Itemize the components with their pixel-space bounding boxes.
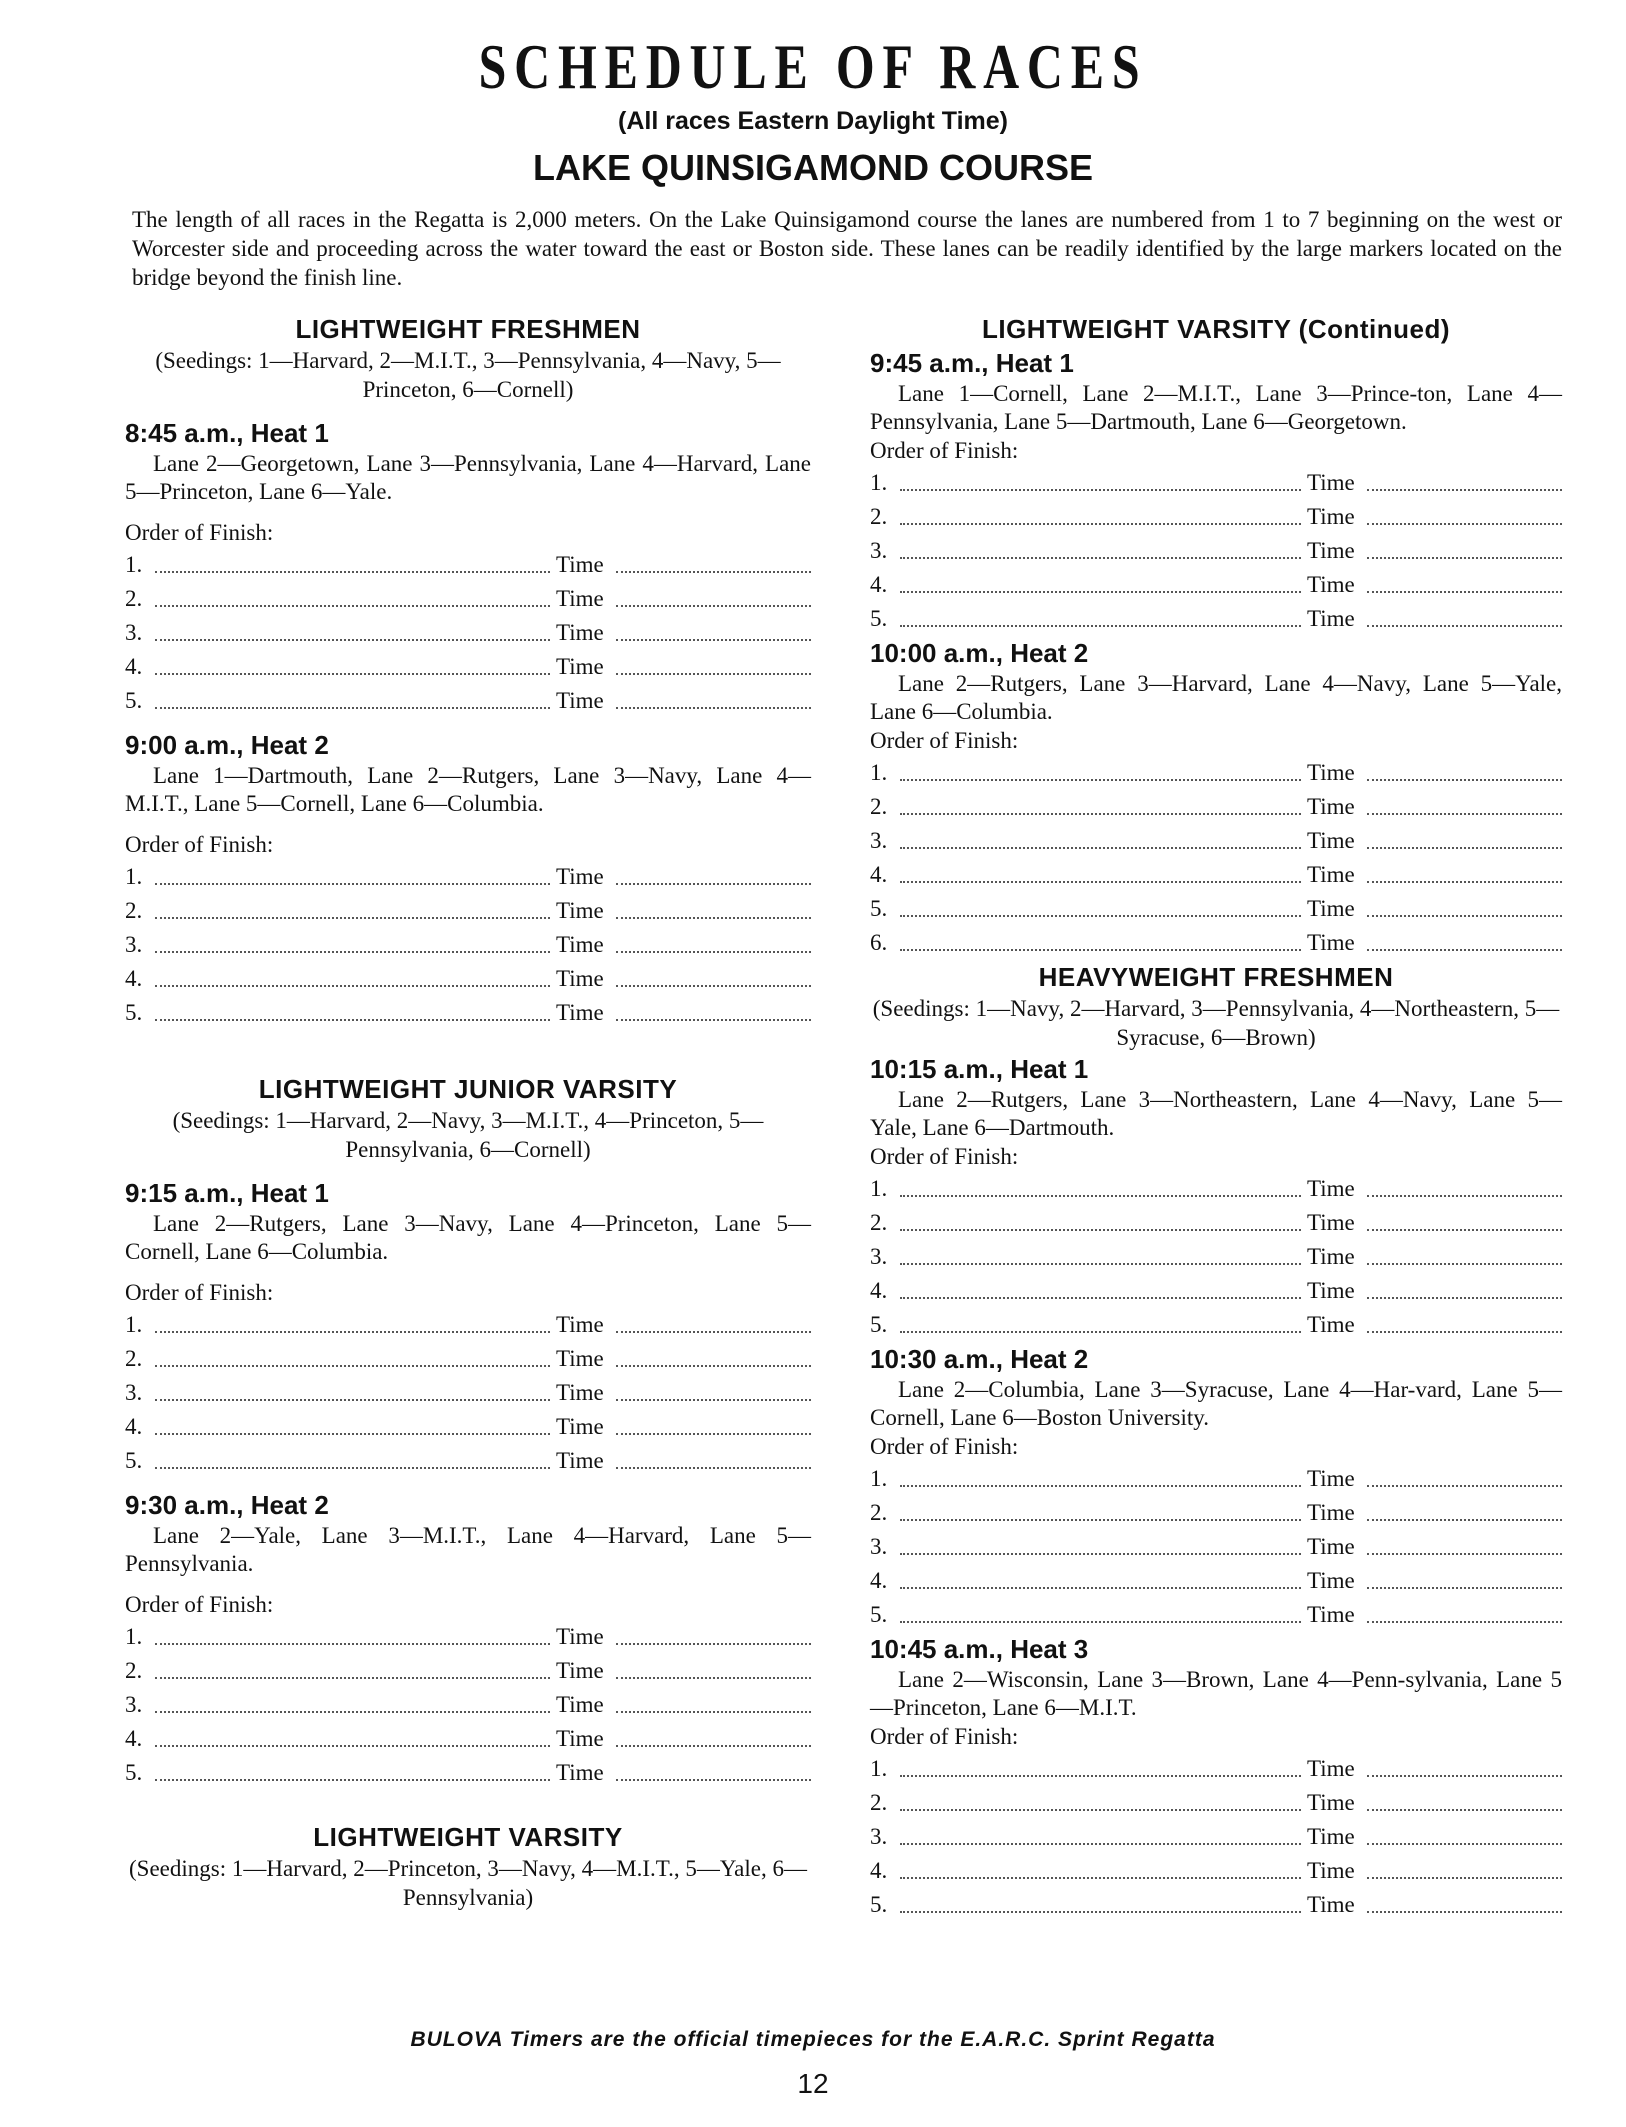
- heat-block: [870, 1052, 1562, 1342]
- place-number: 4.: [870, 1568, 888, 1593]
- crew-name-blank[interactable]: [155, 1642, 550, 1645]
- place-number: 1.: [870, 760, 888, 785]
- crew-name-blank[interactable]: [900, 1910, 1301, 1913]
- place-number: 1.: [125, 1312, 143, 1337]
- finish-row: [125, 650, 811, 684]
- heat-time-heading: 10:30 a.m., Heat 2: [870, 1344, 1089, 1374]
- time-label: Time: [556, 1658, 604, 1683]
- crew-name-blank[interactable]: [900, 590, 1301, 593]
- finish-row: [125, 616, 811, 650]
- finish-row: [870, 858, 1562, 892]
- finish-row: [870, 926, 1562, 960]
- seedings-text: (Seedings: 1—Navy, 2—Harvard, 3—Pennsylvania, 4—Northeastern, 5—Syracuse, 6—Brown): [872, 996, 1560, 1050]
- place-number: 2.: [870, 794, 888, 819]
- time-blank[interactable]: [1367, 1484, 1562, 1487]
- time-label: Time: [1307, 1568, 1355, 1593]
- time-blank[interactable]: [1367, 778, 1562, 781]
- finish-row: [870, 1564, 1562, 1598]
- lane-assignments: Lane 1—Cornell, Lane 2—M.I.T., Lane 3—Prince-ton, Lane 4—Pennsylvania, Lane 5—Dartmouth, Lane 6—Georgetown.: [870, 381, 1562, 434]
- place-number: 2.: [125, 1346, 143, 1371]
- time-blank[interactable]: [1367, 1808, 1562, 1811]
- place-number: 4.: [870, 1858, 888, 1883]
- crew-name-blank[interactable]: [900, 1330, 1301, 1333]
- finish-row: [870, 568, 1562, 602]
- crew-name-blank[interactable]: [155, 570, 550, 573]
- time-blank[interactable]: [616, 638, 811, 641]
- heat-block: [125, 1176, 811, 1478]
- place-number: 5.: [125, 1000, 143, 1025]
- crew-name-blank[interactable]: [155, 638, 550, 641]
- finish-row: [125, 996, 811, 1030]
- place-number: 4.: [870, 1278, 888, 1303]
- seedings-text: (Seedings: 1—Harvard, 2—Princeton, 3—Navy, 4—M.I.T., 5—Yale, 6—Pennsylvania): [129, 1856, 807, 1910]
- time-blank[interactable]: [1367, 846, 1562, 849]
- time-label: Time: [556, 1624, 604, 1649]
- finish-row: [870, 1752, 1562, 1786]
- place-number: 2.: [870, 1790, 888, 1815]
- crew-name-blank[interactable]: [900, 1518, 1301, 1521]
- place-number: 1.: [125, 552, 143, 577]
- crew-name-blank[interactable]: [155, 1710, 550, 1713]
- order-of-finish-label: Order of Finish:: [870, 1724, 1019, 1749]
- time-label: Time: [1307, 794, 1355, 819]
- place-number: 4.: [870, 572, 888, 597]
- finish-row: [125, 1688, 811, 1722]
- time-blank[interactable]: [1367, 948, 1562, 951]
- lane-assignments: Lane 2—Rutgers, Lane 3—Harvard, Lane 4—Navy, Lane 5—Yale, Lane 6—Columbia.: [870, 671, 1562, 724]
- time-label: Time: [556, 898, 604, 923]
- time-label: Time: [1307, 1210, 1355, 1235]
- crew-name-blank[interactable]: [155, 1466, 550, 1469]
- crew-name-blank[interactable]: [900, 914, 1301, 917]
- race-section: [125, 312, 811, 1030]
- crew-name-blank[interactable]: [900, 1808, 1301, 1811]
- course-heading: LAKE QUINSIGAMOND COURSE: [532, 147, 1094, 188]
- finish-row: [870, 466, 1562, 500]
- finish-row: [870, 1854, 1562, 1888]
- time-blank[interactable]: [616, 1710, 811, 1713]
- heat-time-heading: 8:45 a.m., Heat 1: [125, 418, 329, 448]
- place-number: 5.: [125, 688, 143, 713]
- place-number: 6.: [870, 930, 888, 955]
- place-number: 4.: [870, 862, 888, 887]
- crew-name-blank[interactable]: [155, 916, 550, 919]
- time-label: Time: [556, 966, 604, 991]
- crew-name-blank[interactable]: [900, 1842, 1301, 1845]
- page-subtitle: (All races Eastern Daylight Time): [618, 107, 1008, 135]
- time-label: Time: [1307, 1466, 1355, 1491]
- time-blank[interactable]: [616, 1466, 811, 1469]
- crew-name-blank[interactable]: [900, 522, 1301, 525]
- heat-block: [870, 346, 1562, 636]
- time-label: Time: [556, 1000, 604, 1025]
- finish-row: [125, 1756, 811, 1790]
- section-title: LIGHTWEIGHT JUNIOR VARSITY: [258, 1074, 678, 1104]
- crew-name-blank[interactable]: [155, 1432, 550, 1435]
- place-number: 5.: [125, 1760, 143, 1785]
- race-section: [125, 1820, 811, 1912]
- finish-row: [125, 548, 811, 582]
- time-label: Time: [1307, 828, 1355, 853]
- time-blank[interactable]: [1367, 1194, 1562, 1197]
- time-blank[interactable]: [1367, 522, 1562, 525]
- time-blank[interactable]: [1367, 590, 1562, 593]
- time-label: Time: [556, 932, 604, 957]
- finish-row: [870, 1274, 1562, 1308]
- place-number: 5.: [870, 1602, 888, 1627]
- time-blank[interactable]: [1367, 880, 1562, 883]
- time-label: Time: [556, 1692, 604, 1717]
- finish-row: [870, 1240, 1562, 1274]
- time-label: Time: [556, 1312, 604, 1337]
- place-number: 4.: [125, 966, 143, 991]
- time-label: Time: [1307, 504, 1355, 529]
- time-blank[interactable]: [616, 984, 811, 987]
- time-label: Time: [1307, 1756, 1355, 1781]
- heat-time-heading: 9:30 a.m., Heat 2: [125, 1490, 329, 1520]
- crew-name-blank[interactable]: [900, 948, 1301, 951]
- time-label: Time: [556, 1414, 604, 1439]
- time-blank[interactable]: [1367, 556, 1562, 559]
- place-number: 1.: [125, 864, 143, 889]
- time-label: Time: [1307, 1534, 1355, 1559]
- left-column: [125, 312, 811, 1924]
- order-of-finish-label: Order of Finish:: [870, 438, 1019, 463]
- finish-row: [125, 1654, 811, 1688]
- heat-time-heading: 10:00 a.m., Heat 2: [870, 638, 1089, 668]
- crew-name-blank[interactable]: [155, 984, 550, 987]
- seedings-text: (Seedings: 1—Harvard, 2—M.I.T., 3—Pennsylvania, 4—Navy, 5—Princeton, 6—Cornell): [155, 348, 781, 402]
- race-section: [870, 312, 1562, 960]
- time-blank[interactable]: [1367, 1842, 1562, 1845]
- race-section: [125, 1072, 811, 1790]
- crew-name-blank[interactable]: [900, 880, 1301, 883]
- time-label: Time: [1307, 1278, 1355, 1303]
- crew-name-blank[interactable]: [900, 1876, 1301, 1879]
- crew-name-blank[interactable]: [155, 1018, 550, 1021]
- finish-row: [870, 1206, 1562, 1240]
- finish-row: [125, 962, 811, 996]
- place-number: 3.: [870, 1824, 888, 1849]
- time-label: Time: [556, 1760, 604, 1785]
- heat-block: [870, 636, 1562, 960]
- race-section: [870, 960, 1562, 1922]
- place-number: 5.: [870, 1892, 888, 1917]
- time-blank[interactable]: [616, 1778, 811, 1781]
- page-title: SCHEDULE OF RACES: [478, 31, 1148, 102]
- place-number: 3.: [125, 620, 143, 645]
- right-column: [870, 312, 1562, 1922]
- finish-row: [125, 1308, 811, 1342]
- finish-row: [125, 1410, 811, 1444]
- time-blank[interactable]: [616, 1364, 811, 1367]
- time-label: Time: [556, 552, 604, 577]
- time-label: Time: [1307, 1892, 1355, 1917]
- crew-name-blank[interactable]: [900, 1228, 1301, 1231]
- crew-name-blank[interactable]: [155, 1330, 550, 1333]
- time-blank[interactable]: [1367, 812, 1562, 815]
- order-of-finish-label: Order of Finish:: [870, 1434, 1019, 1459]
- finish-row: [870, 500, 1562, 534]
- finish-row: [125, 1376, 811, 1410]
- place-number: 1.: [125, 1624, 143, 1649]
- time-blank[interactable]: [1367, 1876, 1562, 1879]
- finish-row: [125, 684, 811, 718]
- place-number: 1.: [870, 1466, 888, 1491]
- time-blank[interactable]: [1367, 1330, 1562, 1333]
- finish-row: [125, 1444, 811, 1478]
- finish-row: [125, 582, 811, 616]
- place-number: 5.: [870, 1312, 888, 1337]
- crew-name-blank[interactable]: [900, 1586, 1301, 1589]
- time-label: Time: [1307, 1312, 1355, 1337]
- time-label: Time: [556, 654, 604, 679]
- crew-name-blank[interactable]: [155, 950, 550, 953]
- time-blank[interactable]: [616, 570, 811, 573]
- time-blank[interactable]: [616, 916, 811, 919]
- time-label: Time: [1307, 896, 1355, 921]
- time-blank[interactable]: [616, 706, 811, 709]
- crew-name-blank[interactable]: [900, 624, 1301, 627]
- place-number: 3.: [125, 1380, 143, 1405]
- crew-name-blank[interactable]: [900, 1620, 1301, 1623]
- heat-block: [125, 1488, 811, 1790]
- intro-paragraph: The length of all races in the Regatta is 2,000 meters. On the Lake Quinsigamond course the lanes are numbered from 1 to 7 beginning on the west or Worcester side and proceeding across the water toward the east or Boston side. These lanes can be readily identified by the large markers located on the bridge beyond the finish line.: [132, 207, 1562, 290]
- time-blank[interactable]: [1367, 1296, 1562, 1299]
- finish-row: [870, 1888, 1562, 1922]
- time-blank[interactable]: [1367, 914, 1562, 917]
- place-number: 2.: [125, 898, 143, 923]
- seedings-text: (Seedings: 1—Harvard, 2—Navy, 3—M.I.T., 4—Princeton, 5—Pennsylvania, 6—Cornell): [172, 1108, 764, 1162]
- finish-row: [870, 790, 1562, 824]
- page-number: 12: [797, 2068, 829, 2099]
- crew-name-blank[interactable]: [900, 846, 1301, 849]
- crew-name-blank[interactable]: [155, 1676, 550, 1679]
- time-label: Time: [556, 1346, 604, 1371]
- place-number: 2.: [870, 504, 888, 529]
- time-blank[interactable]: [1367, 1586, 1562, 1589]
- finish-row: [870, 1598, 1562, 1632]
- time-blank[interactable]: [1367, 624, 1562, 627]
- time-blank[interactable]: [1367, 1910, 1562, 1913]
- time-label: Time: [1307, 538, 1355, 563]
- time-blank[interactable]: [1367, 1620, 1562, 1623]
- time-blank[interactable]: [616, 882, 811, 885]
- finish-row: [870, 824, 1562, 858]
- order-of-finish-label: Order of Finish:: [125, 832, 274, 857]
- finish-row: [125, 894, 811, 928]
- crew-name-blank[interactable]: [900, 488, 1301, 491]
- finish-row: [870, 1496, 1562, 1530]
- heat-time-heading: 10:15 a.m., Heat 1: [870, 1054, 1089, 1084]
- finish-row: [870, 1172, 1562, 1206]
- finish-row: [870, 756, 1562, 790]
- time-label: Time: [556, 1726, 604, 1751]
- crew-name-blank[interactable]: [900, 556, 1301, 559]
- time-label: Time: [1307, 1790, 1355, 1815]
- time-blank[interactable]: [616, 950, 811, 953]
- crew-name-blank[interactable]: [900, 1296, 1301, 1299]
- crew-name-blank[interactable]: [900, 1262, 1301, 1265]
- time-label: Time: [1307, 606, 1355, 631]
- finish-row: [870, 602, 1562, 636]
- time-blank[interactable]: [616, 1642, 811, 1645]
- heat-time-heading: 9:45 a.m., Heat 1: [870, 348, 1074, 378]
- finish-row: [870, 1308, 1562, 1342]
- time-label: Time: [556, 620, 604, 645]
- finish-row: [870, 892, 1562, 926]
- place-number: 3.: [870, 828, 888, 853]
- time-label: Time: [1307, 1500, 1355, 1525]
- section-title: LIGHTWEIGHT VARSITY: [313, 1822, 623, 1852]
- place-number: 1.: [870, 1756, 888, 1781]
- place-number: 3.: [125, 1692, 143, 1717]
- lane-assignments: Lane 2—Yale, Lane 3—M.I.T., Lane 4—Harvard, Lane 5—Pennsylvania.: [125, 1523, 811, 1576]
- place-number: 1.: [870, 1176, 888, 1201]
- place-number: 3.: [870, 538, 888, 563]
- order-of-finish-label: Order of Finish:: [870, 1144, 1019, 1169]
- time-label: Time: [1307, 862, 1355, 887]
- finish-row: [125, 1620, 811, 1654]
- heat-time-heading: 9:00 a.m., Heat 2: [125, 730, 329, 760]
- order-of-finish-label: Order of Finish:: [870, 728, 1019, 753]
- crew-name-blank[interactable]: [155, 706, 550, 709]
- time-blank[interactable]: [616, 1744, 811, 1747]
- lane-assignments: Lane 2—Georgetown, Lane 3—Pennsylvania, Lane 4—Harvard, Lane 5—Princeton, Lane 6—Yale.: [125, 451, 811, 504]
- lane-assignments: Lane 2—Wisconsin, Lane 3—Brown, Lane 4—Penn-sylvania, Lane 5—Princeton, Lane 6—M.I.T.: [870, 1667, 1562, 1720]
- finish-row: [870, 1786, 1562, 1820]
- place-number: 4.: [125, 1414, 143, 1439]
- crew-name-blank[interactable]: [900, 1194, 1301, 1197]
- place-number: 2.: [870, 1500, 888, 1525]
- section-title: HEAVYWEIGHT FRESHMEN: [1038, 962, 1394, 992]
- lane-assignments: Lane 2—Rutgers, Lane 3—Northeastern, Lane 4—Navy, Lane 5—Yale, Lane 6—Dartmouth.: [870, 1087, 1562, 1140]
- place-number: 3.: [125, 932, 143, 957]
- time-label: Time: [1307, 760, 1355, 785]
- place-number: 1.: [870, 470, 888, 495]
- time-blank[interactable]: [1367, 1262, 1562, 1265]
- crew-name-blank[interactable]: [155, 1744, 550, 1747]
- place-number: 4.: [125, 654, 143, 679]
- lane-assignments: Lane 1—Dartmouth, Lane 2—Rutgers, Lane 3—Navy, Lane 4—M.I.T., Lane 5—Cornell, Lane 6—Columbia.: [125, 763, 811, 816]
- heat-block: [125, 728, 811, 1030]
- time-label: Time: [1307, 1602, 1355, 1627]
- crew-name-blank[interactable]: [900, 1774, 1301, 1777]
- finish-row: [870, 1820, 1562, 1854]
- finish-row: [125, 928, 811, 962]
- time-blank[interactable]: [1367, 1552, 1562, 1555]
- sponsor-footer: BULOVA Timers are the official timepieces for the E.A.R.C. Sprint Regatta: [410, 2028, 1216, 2051]
- heat-block: [870, 1632, 1562, 1922]
- crew-name-blank[interactable]: [900, 1552, 1301, 1555]
- time-blank[interactable]: [616, 1432, 811, 1435]
- time-label: Time: [1307, 572, 1355, 597]
- place-number: 3.: [870, 1244, 888, 1269]
- time-blank[interactable]: [1367, 1228, 1562, 1231]
- time-blank[interactable]: [616, 1398, 811, 1401]
- time-label: Time: [556, 1380, 604, 1405]
- section-title: LIGHTWEIGHT FRESHMEN: [295, 314, 641, 344]
- crew-name-blank[interactable]: [155, 1778, 550, 1781]
- time-blank[interactable]: [616, 672, 811, 675]
- lane-assignments: Lane 2—Columbia, Lane 3—Syracuse, Lane 4—Har-vard, Lane 5—Cornell, Lane 6—Boston University.: [870, 1377, 1562, 1430]
- time-label: Time: [1307, 930, 1355, 955]
- time-label: Time: [556, 864, 604, 889]
- crew-name-blank[interactable]: [155, 1398, 550, 1401]
- finish-row: [870, 1530, 1562, 1564]
- time-label: Time: [556, 1448, 604, 1473]
- place-number: 5.: [870, 606, 888, 631]
- time-label: Time: [1307, 470, 1355, 495]
- heat-block: [870, 1342, 1562, 1632]
- time-blank[interactable]: [616, 1676, 811, 1679]
- time-label: Time: [556, 688, 604, 713]
- time-blank[interactable]: [616, 604, 811, 607]
- crew-name-blank[interactable]: [155, 882, 550, 885]
- finish-row: [125, 860, 811, 894]
- place-number: 3.: [870, 1534, 888, 1559]
- place-number: 5.: [125, 1448, 143, 1473]
- finish-row: [125, 1342, 811, 1376]
- place-number: 2.: [125, 1658, 143, 1683]
- place-number: 2.: [870, 1210, 888, 1235]
- place-number: 4.: [125, 1726, 143, 1751]
- order-of-finish-label: Order of Finish:: [125, 1280, 274, 1305]
- time-blank[interactable]: [616, 1330, 811, 1333]
- finish-row: [125, 1722, 811, 1756]
- crew-name-blank[interactable]: [900, 778, 1301, 781]
- crew-name-blank[interactable]: [900, 812, 1301, 815]
- place-number: 2.: [125, 586, 143, 611]
- crew-name-blank[interactable]: [900, 1484, 1301, 1487]
- order-of-finish-label: Order of Finish:: [125, 520, 274, 545]
- crew-name-blank[interactable]: [155, 604, 550, 607]
- heat-time-heading: 10:45 a.m., Heat 3: [870, 1634, 1089, 1664]
- crew-name-blank[interactable]: [155, 1364, 550, 1367]
- time-label: Time: [1307, 1824, 1355, 1849]
- heat-time-heading: 9:15 a.m., Heat 1: [125, 1178, 329, 1208]
- time-blank[interactable]: [616, 1018, 811, 1021]
- finish-row: [870, 1462, 1562, 1496]
- time-label: Time: [1307, 1176, 1355, 1201]
- place-number: 5.: [870, 896, 888, 921]
- time-label: Time: [1307, 1858, 1355, 1883]
- time-label: Time: [556, 586, 604, 611]
- section-title: LIGHTWEIGHT VARSITY (Continued): [981, 314, 1451, 344]
- crew-name-blank[interactable]: [155, 672, 550, 675]
- time-blank[interactable]: [1367, 488, 1562, 491]
- heat-block: [125, 416, 811, 718]
- finish-row: [870, 534, 1562, 568]
- time-blank[interactable]: [1367, 1774, 1562, 1777]
- time-label: Time: [1307, 1244, 1355, 1269]
- lane-assignments: Lane 2—Rutgers, Lane 3—Navy, Lane 4—Princeton, Lane 5—Cornell, Lane 6—Columbia.: [125, 1211, 811, 1264]
- order-of-finish-label: Order of Finish:: [125, 1592, 274, 1617]
- time-blank[interactable]: [1367, 1518, 1562, 1521]
